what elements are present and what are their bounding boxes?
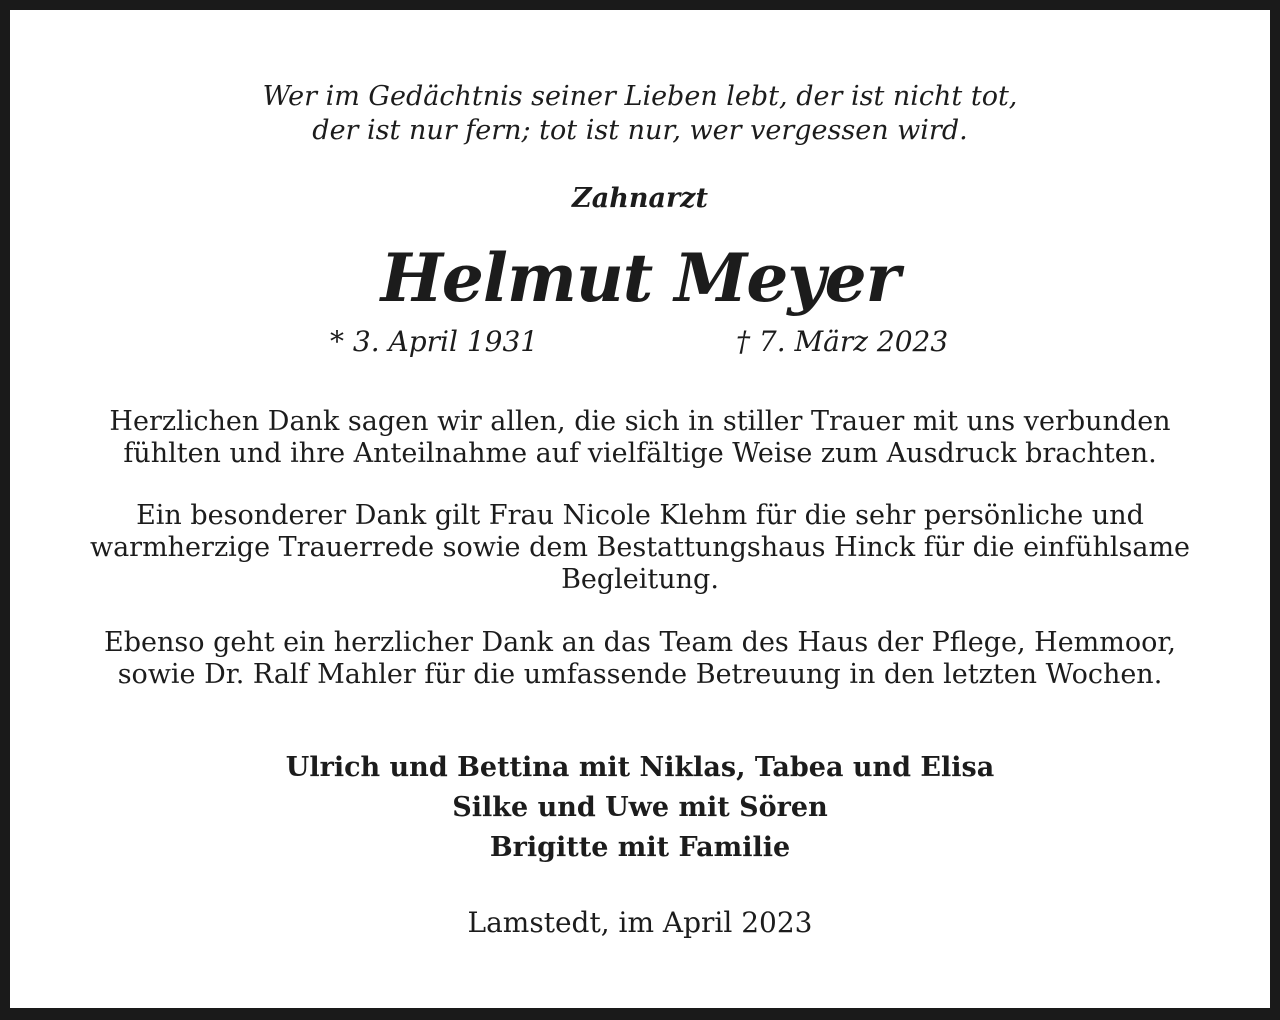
signatory-line: Ulrich und Bettina mit Niklas, Tabea und Elisa xyxy=(285,752,995,783)
signatories xyxy=(10,748,1270,868)
care-thanks-paragraph xyxy=(80,627,1200,691)
deceased-name: Helmut Meyer xyxy=(380,239,900,317)
profession-title: Zahnarzt xyxy=(572,183,708,214)
memorial-quote xyxy=(10,80,1270,148)
paragraph-line: Ein besonderer Dank gilt Frau Nicole Klehm für die sehr persönliche und xyxy=(136,500,1144,531)
obituary-card xyxy=(10,10,1270,1008)
paragraph-line: fühlten und ihre Anteilnahme auf vielfältige Weise zum Ausdruck brachten. xyxy=(123,438,1157,469)
place-date: Lamstedt, im April 2023 xyxy=(467,906,813,939)
paragraph-line: sowie Dr. Ralf Mahler für die umfassende Betreuung in den letzten Wochen. xyxy=(117,659,1163,690)
signatory-line: Brigitte mit Familie xyxy=(489,832,791,863)
paragraph-line: Begleitung. xyxy=(561,564,719,595)
quote-line: Wer im Gedächtnis seiner Lieben lebt, der ist nicht tot, xyxy=(262,81,1018,112)
special-thanks-paragraph xyxy=(80,500,1200,596)
paragraph-line: Herzlichen Dank sagen wir allen, die sich in stiller Trauer mit uns verbunden xyxy=(109,406,1171,437)
signatory-line: Silke und Uwe mit Sören xyxy=(452,792,828,823)
death-date: † 7. März 2023 xyxy=(736,325,949,358)
paragraph-line: warmherzige Trauerrede sowie dem Bestattungshaus Hinck für die einfühlsame xyxy=(89,532,1191,563)
thanks-paragraph xyxy=(80,406,1200,470)
quote-line: der ist nur fern; tot ist nur, wer vergessen wird. xyxy=(312,115,968,146)
birth-date: * 3. April 1931 xyxy=(330,325,539,358)
paragraph-line: Ebenso geht ein herzlicher Dank an das Team des Haus der Pflege, Hemmoor, xyxy=(104,627,1176,658)
